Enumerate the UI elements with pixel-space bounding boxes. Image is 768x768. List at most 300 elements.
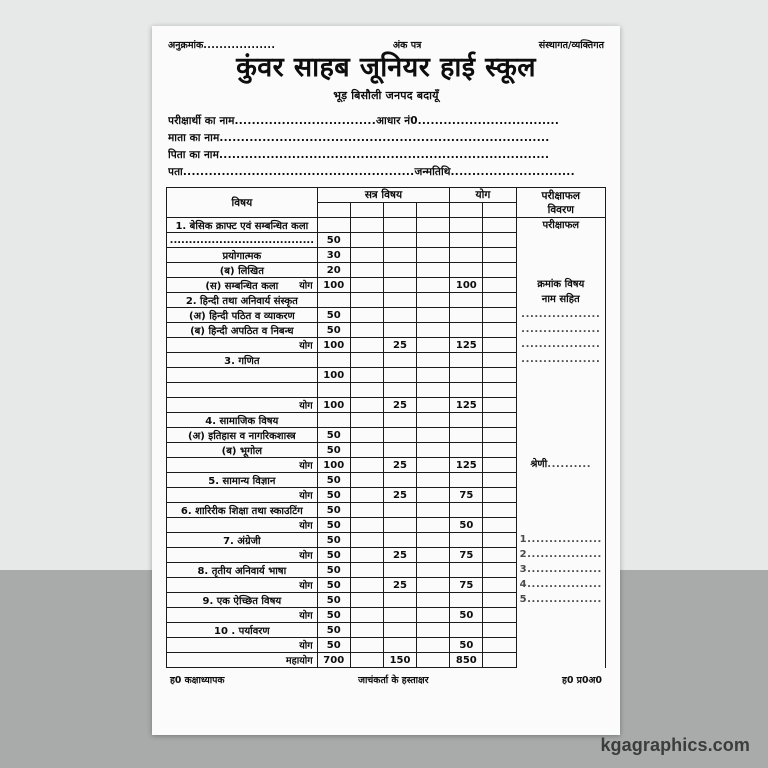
- subject-cell: [167, 413, 318, 428]
- result-panel-cell: [516, 653, 605, 668]
- result-panel-cell: [516, 533, 605, 548]
- field-dots-2[interactable]: .................................: [417, 115, 560, 128]
- result-panel-cell: [516, 323, 605, 338]
- session-mark-cell[interactable]: [383, 293, 416, 308]
- total-mark-cell[interactable]: [450, 503, 483, 518]
- roll-number-label: अनुक्रमांक: [168, 40, 204, 51]
- table-row: [167, 383, 606, 398]
- session-mark-cell[interactable]: [417, 218, 450, 233]
- session-mark-cell[interactable]: [383, 413, 416, 428]
- session-mark-cell[interactable]: [317, 413, 350, 428]
- total-mark-cell[interactable]: [450, 443, 483, 458]
- session-mark-cell[interactable]: [417, 533, 450, 548]
- subject-label: 6. शारिरीक शिक्षा तथा स्काउटिंग: [180, 506, 303, 518]
- total-mark-cell[interactable]: [483, 623, 516, 638]
- session-mark-cell[interactable]: [350, 278, 383, 293]
- total-mark-cell[interactable]: [483, 278, 516, 293]
- session-mark-cell[interactable]: [417, 458, 450, 473]
- session-mark-cell[interactable]: [383, 563, 416, 578]
- subject-cell: [167, 458, 318, 473]
- session-mark-cell[interactable]: [383, 608, 416, 623]
- session-mark-cell[interactable]: 50: [317, 233, 350, 248]
- class-teacher-signature-label: ह0 कक्षाध्यापक: [170, 675, 225, 687]
- session-mark-cell[interactable]: [383, 248, 416, 263]
- session-mark-cell[interactable]: [350, 383, 383, 398]
- session-mark-cell[interactable]: [350, 248, 383, 263]
- total-mark-cell[interactable]: 50: [450, 638, 483, 653]
- row-total-label: योग: [299, 490, 313, 502]
- session-mark-cell[interactable]: [350, 368, 383, 383]
- session-mark-cell[interactable]: [417, 593, 450, 608]
- session-mark-cell[interactable]: 50: [317, 563, 350, 578]
- numbered-line[interactable]: 2.................: [519, 549, 602, 561]
- session-mark-cell[interactable]: [350, 578, 383, 593]
- table-row: [167, 323, 606, 338]
- session-mark-cell[interactable]: 20: [317, 263, 350, 278]
- session-mark-cell[interactable]: 50: [317, 608, 350, 623]
- session-mark-cell[interactable]: [383, 503, 416, 518]
- subject-cell: [167, 638, 318, 653]
- rank-dots[interactable]: ..................: [521, 324, 601, 336]
- session-mark-cell[interactable]: [383, 323, 416, 338]
- subject-cell: [167, 338, 318, 353]
- total-mark-cell[interactable]: [483, 233, 516, 248]
- subject-label: (अ) हिन्दी पठित व व्याकरण: [188, 311, 295, 323]
- session-mark-cell[interactable]: [383, 278, 416, 293]
- result-panel-cell: [516, 518, 605, 533]
- rank-dots[interactable]: ..................: [521, 339, 601, 351]
- total-mark-cell[interactable]: [483, 293, 516, 308]
- total-mark-cell[interactable]: [450, 473, 483, 488]
- session-mark-cell[interactable]: [383, 533, 416, 548]
- total-mark-cell[interactable]: [450, 248, 483, 263]
- header-top-row: [166, 38, 606, 51]
- total-mark-cell[interactable]: [483, 518, 516, 533]
- rank-dots[interactable]: ..................: [521, 309, 601, 321]
- session-mark-cell[interactable]: 50: [317, 548, 350, 563]
- subject-label: (ब) भूगोल: [221, 446, 263, 458]
- total-mark-cell[interactable]: [483, 503, 516, 518]
- session-mark-cell[interactable]: [350, 548, 383, 563]
- result-panel-cell: [516, 383, 605, 398]
- session-mark-cell[interactable]: 25: [383, 488, 416, 503]
- roll-number-dots: ..................: [203, 40, 276, 51]
- session-mark-cell[interactable]: [350, 533, 383, 548]
- field-label: माता का नाम: [168, 132, 220, 145]
- total-mark-cell[interactable]: [450, 293, 483, 308]
- total-mark-cell[interactable]: 125: [450, 398, 483, 413]
- result-panel-cell: [516, 413, 605, 428]
- session-mark-cell[interactable]: [350, 488, 383, 503]
- session-mark-cell[interactable]: 50: [317, 488, 350, 503]
- marksheet-paper: [152, 26, 620, 735]
- subject-cell: [167, 518, 318, 533]
- total-mark-cell[interactable]: [483, 473, 516, 488]
- session-mark-cell[interactable]: [383, 218, 416, 233]
- result-panel-cell: [516, 458, 605, 473]
- session-mark-cell[interactable]: [317, 353, 350, 368]
- subject-cell: [167, 323, 318, 338]
- session-mark-cell[interactable]: 50: [317, 578, 350, 593]
- table-row: [167, 578, 606, 593]
- subject-label: 8. तृतीय अनिवार्य भाषा: [197, 566, 287, 578]
- subject-cell: [167, 653, 318, 668]
- session-mark-cell[interactable]: 50: [317, 323, 350, 338]
- total-mark-cell[interactable]: 100: [450, 278, 483, 293]
- session-mark-cell[interactable]: 50: [317, 473, 350, 488]
- session-mark-cell[interactable]: 100: [317, 368, 350, 383]
- session-mark-cell[interactable]: 700: [317, 653, 350, 668]
- total-mark-cell[interactable]: [483, 548, 516, 563]
- subject-cell: [167, 578, 318, 593]
- result-panel-cell: [516, 608, 605, 623]
- session-mark-cell[interactable]: [350, 443, 383, 458]
- table-header-row: [167, 188, 606, 203]
- session-mark-cell[interactable]: [350, 428, 383, 443]
- marks-table: [166, 187, 606, 668]
- total-mark-cell[interactable]: 50: [450, 518, 483, 533]
- session-mark-cell[interactable]: 30: [317, 248, 350, 263]
- table-row: [167, 308, 606, 323]
- session-mark-cell[interactable]: 50: [317, 593, 350, 608]
- grand-total-label: महायोग: [285, 655, 313, 667]
- table-row: [167, 398, 606, 413]
- session-mark-cell[interactable]: 100: [317, 398, 350, 413]
- session-mark-cell[interactable]: [317, 383, 350, 398]
- session-mark-cell[interactable]: [417, 518, 450, 533]
- numbered-line[interactable]: 5.................: [519, 594, 602, 606]
- session-mark-cell[interactable]: [417, 308, 450, 323]
- table-row: [167, 368, 606, 383]
- field-label-2: आधार नं0: [376, 115, 418, 128]
- table-row: [167, 563, 606, 578]
- grade-dots[interactable]: ..........: [547, 459, 592, 471]
- field-row: [168, 130, 604, 147]
- subject-label: (ब) हिन्दी अपठित व निबन्ध: [190, 326, 294, 338]
- session-mark-cell[interactable]: [417, 653, 450, 668]
- total-mark-cell[interactable]: [483, 563, 516, 578]
- total-mark-cell[interactable]: [483, 533, 516, 548]
- subject-label: 4. सामाजिक विषय: [205, 416, 279, 428]
- result-panel-cell: [516, 503, 605, 518]
- session-mark-cell[interactable]: [417, 623, 450, 638]
- session-mark-cell[interactable]: [383, 308, 416, 323]
- field-label-2: जन्मतिथि: [414, 166, 451, 179]
- session-mark-cell[interactable]: [417, 473, 450, 488]
- total-mark-cell[interactable]: [450, 323, 483, 338]
- subject-cell: [167, 533, 318, 548]
- session-mark-cell[interactable]: [417, 413, 450, 428]
- total-mark-cell[interactable]: [483, 593, 516, 608]
- field-dots[interactable]: ......................................................: [182, 166, 415, 179]
- session-mark-cell[interactable]: [350, 653, 383, 668]
- session-mark-cell[interactable]: [383, 353, 416, 368]
- session-mark-cell[interactable]: [383, 233, 416, 248]
- session-mark-cell[interactable]: 100: [317, 278, 350, 293]
- session-mark-cell[interactable]: 50: [317, 428, 350, 443]
- total-mark-cell[interactable]: [450, 308, 483, 323]
- total-mark-cell[interactable]: 75: [450, 548, 483, 563]
- total-mark-cell[interactable]: [450, 383, 483, 398]
- session-mark-cell[interactable]: [350, 473, 383, 488]
- total-mark-cell[interactable]: [483, 653, 516, 668]
- total-mark-cell[interactable]: [483, 308, 516, 323]
- session-mark-cell[interactable]: [350, 398, 383, 413]
- session-mark-cell[interactable]: [417, 338, 450, 353]
- session-mark-cell[interactable]: [350, 518, 383, 533]
- result-panel-cell: [516, 443, 605, 458]
- table-row: [167, 503, 606, 518]
- session-mark-cell[interactable]: [350, 263, 383, 278]
- session-mark-cell[interactable]: [350, 458, 383, 473]
- session-mark-cell[interactable]: 50: [317, 638, 350, 653]
- session-mark-cell[interactable]: [383, 518, 416, 533]
- subject-cell: [167, 218, 318, 233]
- session-mark-cell[interactable]: [350, 608, 383, 623]
- total-mark-cell[interactable]: [483, 248, 516, 263]
- session-mark-cell[interactable]: 25: [383, 398, 416, 413]
- subheader-cell: [317, 203, 350, 218]
- session-mark-cell[interactable]: [383, 263, 416, 278]
- session-mark-cell[interactable]: [383, 383, 416, 398]
- table-row: [167, 473, 606, 488]
- total-mark-cell[interactable]: [483, 263, 516, 278]
- result-title: परीक्षाफल: [542, 219, 580, 231]
- field-row: [168, 164, 604, 181]
- subject-cell: [167, 443, 318, 458]
- table-row: [167, 293, 606, 308]
- session-mark-cell[interactable]: 50: [317, 518, 350, 533]
- signature-footer: [166, 673, 606, 686]
- session-mark-cell[interactable]: [350, 503, 383, 518]
- session-mark-cell[interactable]: 25: [383, 548, 416, 563]
- subheader-cell: [417, 203, 450, 218]
- total-mark-cell[interactable]: [450, 623, 483, 638]
- session-mark-cell[interactable]: 25: [383, 578, 416, 593]
- subject-cell: [167, 563, 318, 578]
- total-mark-cell[interactable]: [483, 338, 516, 353]
- result-panel-cell: [516, 428, 605, 443]
- rank-dots[interactable]: ..................: [521, 354, 601, 366]
- session-mark-cell[interactable]: 50: [317, 533, 350, 548]
- roll-number-field: [168, 38, 275, 51]
- session-mark-cell[interactable]: 25: [383, 338, 416, 353]
- subject-label: 5. सामान्य विज्ञान: [208, 476, 276, 488]
- subject-cell: [167, 368, 318, 383]
- table-row: [167, 638, 606, 653]
- total-mark-cell[interactable]: [450, 353, 483, 368]
- session-mark-cell[interactable]: [350, 563, 383, 578]
- session-mark-cell[interactable]: 100: [317, 458, 350, 473]
- session-mark-cell[interactable]: [383, 473, 416, 488]
- rank-label: क्रमांक विषय: [537, 279, 585, 291]
- total-mark-cell[interactable]: [483, 353, 516, 368]
- subject-label: ......................................: [169, 234, 314, 246]
- session-mark-cell[interactable]: [350, 233, 383, 248]
- subject-label: 10 . पर्यावरण: [214, 626, 270, 638]
- total-mark-cell[interactable]: [483, 398, 516, 413]
- subject-label: प्रयोगात्मक: [222, 251, 262, 263]
- subject-cell: [167, 548, 318, 563]
- field-label: पिता का नाम: [168, 149, 220, 162]
- session-mark-cell[interactable]: [417, 248, 450, 263]
- subject-cell: [167, 248, 318, 263]
- field-label: परीक्षार्थी का नाम: [168, 115, 235, 128]
- table-row: [167, 413, 606, 428]
- total-mark-cell[interactable]: [450, 593, 483, 608]
- session-mark-cell[interactable]: [350, 323, 383, 338]
- total-mark-cell[interactable]: 75: [450, 578, 483, 593]
- session-mark-cell[interactable]: 50: [317, 308, 350, 323]
- result-panel-cell: [516, 398, 605, 413]
- session-mark-cell[interactable]: [383, 638, 416, 653]
- session-mark-cell[interactable]: [350, 308, 383, 323]
- total-mark-cell[interactable]: 850: [450, 653, 483, 668]
- total-mark-cell[interactable]: 125: [450, 338, 483, 353]
- result-panel-cell: [516, 248, 605, 263]
- total-mark-cell[interactable]: [483, 383, 516, 398]
- total-mark-cell[interactable]: 125: [450, 458, 483, 473]
- total-mark-cell[interactable]: [483, 218, 516, 233]
- subheader-cell: [350, 203, 383, 218]
- session-mark-cell[interactable]: 25: [383, 458, 416, 473]
- session-mark-cell[interactable]: 50: [317, 623, 350, 638]
- table-row: [167, 278, 606, 293]
- session-mark-cell[interactable]: [417, 503, 450, 518]
- field-row: [168, 147, 604, 164]
- session-mark-cell[interactable]: [350, 218, 383, 233]
- session-mark-cell[interactable]: [417, 293, 450, 308]
- total-mark-cell[interactable]: [450, 218, 483, 233]
- numbered-line[interactable]: 3.................: [519, 564, 602, 576]
- session-mark-cell[interactable]: [350, 638, 383, 653]
- total-mark-cell[interactable]: [483, 443, 516, 458]
- total-mark-cell[interactable]: [483, 323, 516, 338]
- numbered-line[interactable]: 1.................: [519, 534, 602, 546]
- table-row: [167, 218, 606, 233]
- field-row: [168, 113, 604, 130]
- session-mark-cell[interactable]: [350, 293, 383, 308]
- session-mark-cell[interactable]: [417, 563, 450, 578]
- total-mark-cell[interactable]: [483, 608, 516, 623]
- total-mark-cell[interactable]: [450, 233, 483, 248]
- session-mark-cell[interactable]: [417, 428, 450, 443]
- total-mark-cell[interactable]: 50: [450, 608, 483, 623]
- field-dots-2[interactable]: .............................: [450, 166, 575, 179]
- student-info-fields: [166, 113, 606, 181]
- table-row: [167, 488, 606, 503]
- total-mark-cell[interactable]: [483, 638, 516, 653]
- table-row: [167, 233, 606, 248]
- subject-cell: [167, 593, 318, 608]
- session-mark-cell[interactable]: [417, 278, 450, 293]
- session-mark-cell[interactable]: 50: [317, 443, 350, 458]
- session-mark-cell[interactable]: [417, 488, 450, 503]
- field-dots[interactable]: .............................................................................: [219, 132, 550, 145]
- session-mark-cell[interactable]: [417, 323, 450, 338]
- result-panel-cell: [516, 563, 605, 578]
- total-mark-cell[interactable]: [450, 413, 483, 428]
- session-mark-cell[interactable]: [350, 623, 383, 638]
- session-mark-cell[interactable]: [417, 608, 450, 623]
- session-mark-cell[interactable]: [417, 383, 450, 398]
- principal-signature-label: ह0 प्र0अ0: [562, 675, 602, 687]
- school-name-title: कुंवर साहब जूनियर हाई स्कूल: [236, 52, 536, 83]
- total-mark-cell[interactable]: [450, 563, 483, 578]
- subject-cell: [167, 383, 318, 398]
- table-row: [167, 518, 606, 533]
- session-mark-cell[interactable]: [317, 293, 350, 308]
- header-session-subject: सत्र विषय: [317, 188, 450, 203]
- session-mark-cell[interactable]: [417, 443, 450, 458]
- total-mark-cell[interactable]: [483, 578, 516, 593]
- session-mark-cell[interactable]: [383, 593, 416, 608]
- subject-label: (ब) लिखित: [219, 266, 264, 278]
- total-mark-cell[interactable]: [483, 488, 516, 503]
- total-mark-cell[interactable]: [483, 368, 516, 383]
- session-mark-cell[interactable]: [383, 428, 416, 443]
- table-row: [167, 263, 606, 278]
- session-mark-cell[interactable]: [383, 623, 416, 638]
- total-mark-cell[interactable]: [483, 458, 516, 473]
- session-mark-cell[interactable]: [350, 353, 383, 368]
- result-panel-cell: [516, 578, 605, 593]
- session-mark-cell[interactable]: [417, 548, 450, 563]
- total-mark-cell[interactable]: [483, 413, 516, 428]
- session-mark-cell[interactable]: [317, 218, 350, 233]
- result-panel-cell: [516, 473, 605, 488]
- session-mark-cell[interactable]: [417, 263, 450, 278]
- result-panel-cell: [516, 263, 605, 278]
- session-mark-cell[interactable]: [383, 443, 416, 458]
- total-mark-cell[interactable]: [450, 428, 483, 443]
- session-mark-cell[interactable]: 100: [317, 338, 350, 353]
- subject-label: 1. बेसिक क्राफ्ट एवं सम्बन्धित कला: [175, 221, 309, 233]
- row-total-label: योग: [299, 550, 313, 562]
- field-dots[interactable]: .............................................................................: [219, 149, 550, 162]
- subject-cell: [167, 623, 318, 638]
- result-panel-cell: [516, 278, 605, 293]
- session-mark-cell[interactable]: 150: [383, 653, 416, 668]
- subject-cell: [167, 263, 318, 278]
- numbered-line[interactable]: 4.................: [519, 579, 602, 591]
- session-mark-cell[interactable]: [417, 638, 450, 653]
- subject-label: 9. एक ऐच्छित विषय: [202, 596, 282, 608]
- total-mark-cell[interactable]: [450, 533, 483, 548]
- session-mark-cell[interactable]: [383, 368, 416, 383]
- row-total-label: योग: [299, 580, 313, 592]
- session-mark-cell[interactable]: [417, 368, 450, 383]
- session-mark-cell[interactable]: [350, 338, 383, 353]
- session-mark-cell[interactable]: [417, 353, 450, 368]
- total-mark-cell[interactable]: [483, 428, 516, 443]
- header-total: योग: [450, 188, 516, 203]
- session-mark-cell[interactable]: [350, 413, 383, 428]
- total-mark-cell[interactable]: [450, 368, 483, 383]
- session-mark-cell[interactable]: [417, 233, 450, 248]
- result-panel-cell: [516, 308, 605, 323]
- session-mark-cell[interactable]: 50: [317, 503, 350, 518]
- total-mark-cell[interactable]: [450, 263, 483, 278]
- table-row: [167, 623, 606, 638]
- grade-label: श्रेणी: [530, 459, 548, 471]
- session-mark-cell[interactable]: [350, 593, 383, 608]
- field-dots[interactable]: .................................: [234, 115, 377, 128]
- session-mark-cell[interactable]: [417, 398, 450, 413]
- total-mark-cell[interactable]: 75: [450, 488, 483, 503]
- session-mark-cell[interactable]: [417, 578, 450, 593]
- row-total-label: योग: [299, 640, 313, 652]
